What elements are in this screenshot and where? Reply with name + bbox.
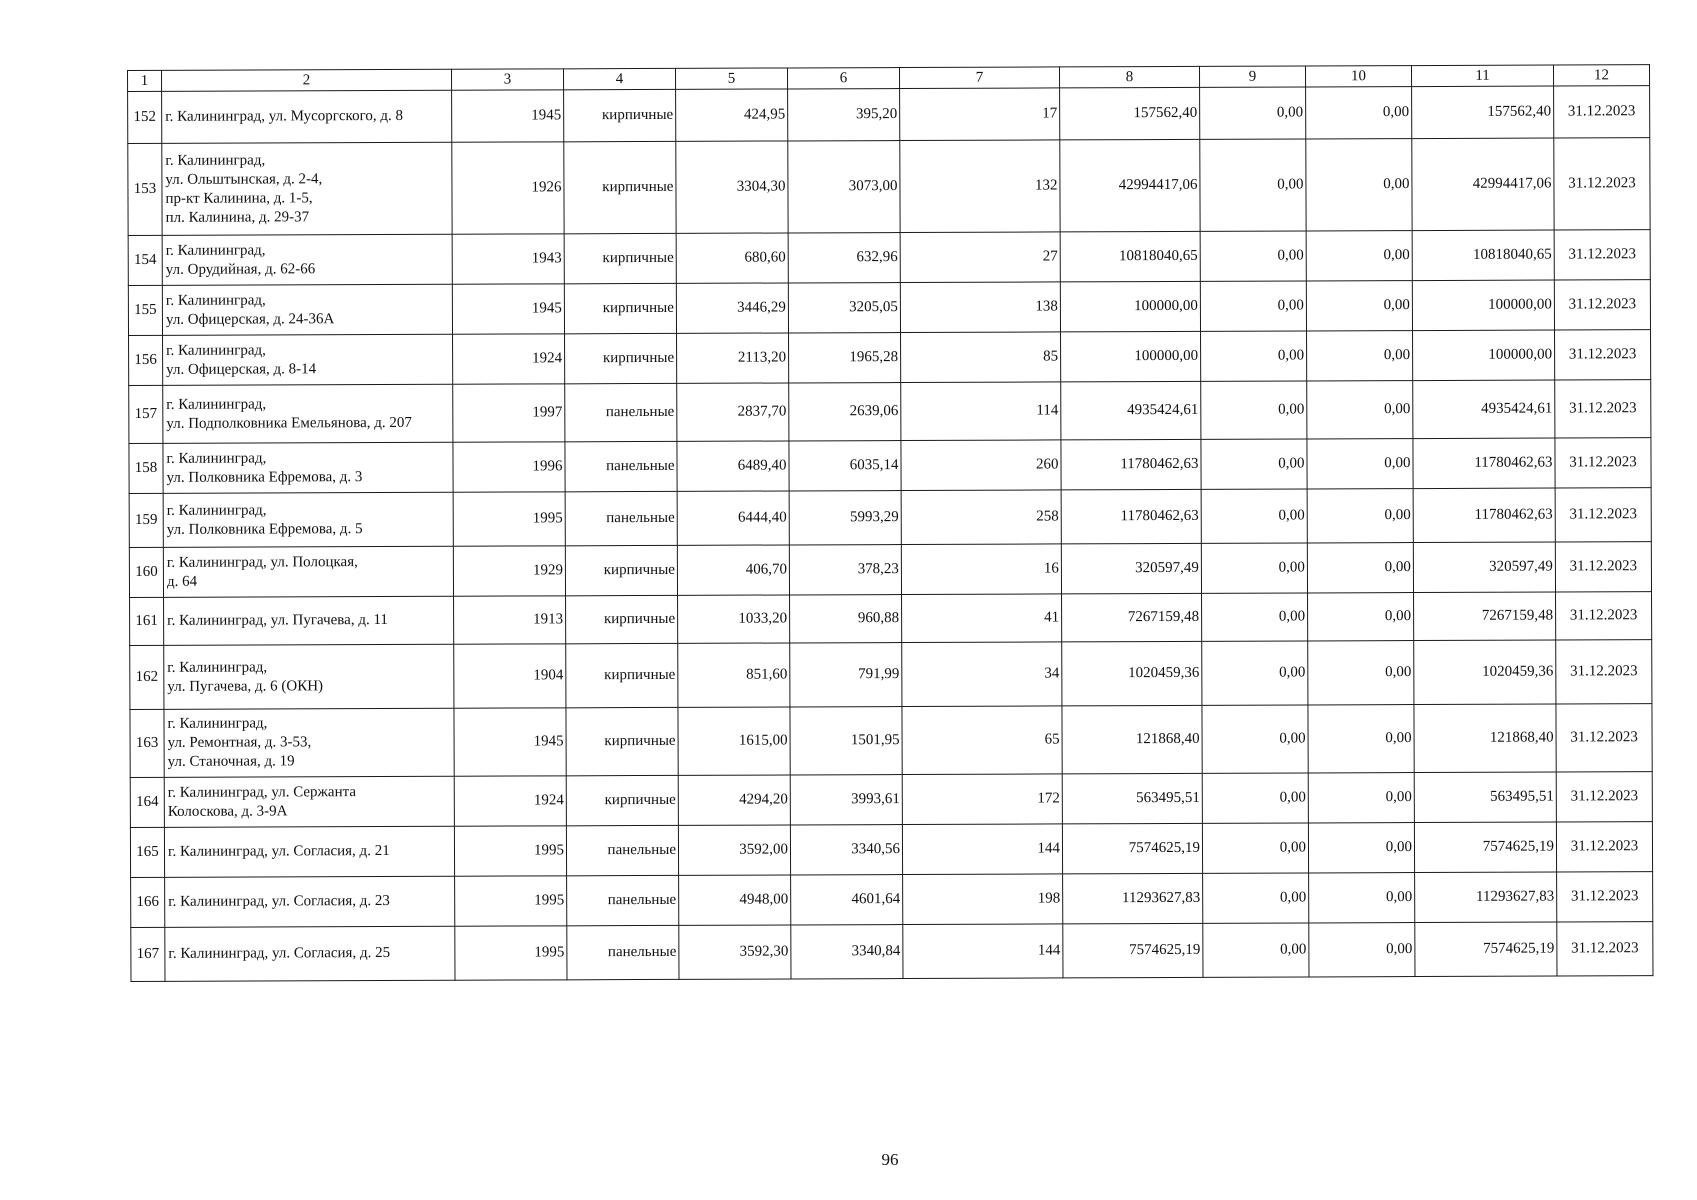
column-header: 6 [787, 68, 899, 89]
cell-year-built: 1943 [452, 234, 564, 284]
cell-col10: 0,00 [1306, 231, 1412, 281]
cell-total-area: 3446,29 [676, 283, 788, 333]
cell-year-built: 1996 [453, 442, 565, 492]
cell-address: г. Калининград, ул. Ремонтная, д. 3-53, ул. Станочная, д. 19 [164, 708, 454, 777]
cell-row-number: 162 [130, 645, 164, 709]
cell-date: 31.12.2023 [1554, 86, 1650, 138]
cell-col10: 0,00 [1308, 823, 1414, 873]
cell-total-area: 4948,00 [679, 875, 791, 925]
cell-col10: 0,00 [1307, 543, 1413, 593]
cell-date: 31.12.2023 [1555, 542, 1651, 592]
cell-col11: 7574625,19 [1414, 822, 1556, 873]
cell-wall-material: панельные [565, 491, 677, 545]
cell-col11: 10818040,65 [1412, 230, 1554, 281]
column-header: 5 [675, 68, 787, 89]
cell-residents: 17 [900, 88, 1060, 141]
cell-wall-material: кирпичные [564, 283, 676, 333]
table-row [129, 542, 1651, 598]
cell-col11: 157562,40 [1412, 86, 1554, 139]
cell-date: 31.12.2023 [1556, 822, 1652, 872]
cell-total-area: 1615,00 [678, 707, 790, 775]
cell-year-built: 1924 [453, 334, 565, 384]
cell-col10: 0,00 [1308, 705, 1414, 773]
cell-address: г. Калининград, ул. Подполковника Емельянова, д. 207 [163, 384, 453, 443]
cell-residents: 85 [901, 332, 1061, 383]
cell-residents: 198 [903, 874, 1063, 925]
cell-row-number: 161 [130, 597, 164, 645]
cell-row-number: 165 [130, 827, 164, 877]
cell-wall-material: кирпичные [564, 141, 676, 233]
cell-col11: 11293627,83 [1415, 872, 1557, 923]
cell-total-area: 2113,20 [677, 333, 789, 383]
cell-cost-total: 121868,40 [1062, 705, 1202, 774]
page-number: 96 [881, 1150, 899, 1169]
cell-living-area: 1965,28 [789, 333, 901, 383]
cell-total-area: 3592,30 [679, 925, 791, 979]
cell-address: г. Калининград, ул. Полковника Ефремова, д. 3 [163, 442, 453, 493]
cell-total-area: 851,60 [678, 643, 790, 707]
cell-year-built: 1995 [453, 492, 565, 546]
table-row [128, 138, 1650, 236]
cell-living-area: 3205,05 [788, 283, 900, 333]
cell-address: г. Калининград, ул. Ольштынская, д. 2-4, пр-кт Калинина, д. 1-5, пл. Калинина, д. 29-37 [162, 142, 452, 235]
cell-row-number: 152 [128, 91, 162, 143]
cell-address: г. Калининград, ул. Согласия, д. 25 [165, 926, 455, 981]
cell-row-number: 166 [131, 877, 165, 927]
column-header: 12 [1553, 65, 1649, 86]
cell-col9: 0,00 [1203, 873, 1309, 923]
cell-col11: 563495,51 [1414, 772, 1556, 823]
cell-row-number: 155 [128, 285, 162, 335]
cell-col10: 0,00 [1308, 593, 1414, 641]
cell-date: 31.12.2023 [1557, 872, 1653, 922]
table-row [131, 872, 1653, 928]
cell-total-area: 1033,20 [678, 595, 790, 643]
cell-row-number: 157 [129, 385, 163, 443]
cell-row-number: 163 [130, 709, 164, 777]
cell-col10: 0,00 [1307, 381, 1413, 439]
cell-col11: 7574625,19 [1415, 922, 1557, 977]
cell-row-number: 156 [129, 335, 163, 385]
cell-col9: 0,00 [1201, 381, 1307, 439]
cell-wall-material: панельные [565, 383, 677, 441]
cell-residents: 16 [901, 544, 1061, 595]
cell-col9: 0,00 [1201, 439, 1307, 489]
cell-date: 31.12.2023 [1555, 488, 1651, 542]
cell-address: г. Калининград, ул. Офицерская, д. 8-14 [163, 334, 453, 385]
column-header: 2 [162, 69, 452, 91]
cell-residents: 260 [901, 440, 1061, 491]
column-header: 11 [1411, 65, 1553, 87]
cell-total-area: 6444,40 [677, 491, 789, 545]
cell-col11: 7267159,48 [1414, 592, 1556, 641]
column-header: 9 [1199, 66, 1305, 87]
table-row [128, 280, 1650, 336]
cell-col10: 0,00 [1307, 439, 1413, 489]
cell-col9: 0,00 [1201, 489, 1307, 543]
cell-cost-total: 10818040,65 [1060, 231, 1200, 282]
cell-col9: 0,00 [1200, 281, 1306, 331]
cell-col11: 100000,00 [1412, 280, 1554, 331]
cell-col10: 0,00 [1306, 281, 1412, 331]
cell-total-area: 3592,00 [678, 825, 790, 875]
cell-residents: 138 [900, 282, 1060, 333]
cell-address: г. Калининград, ул. Пугачева, д. 6 (ОКН) [164, 644, 454, 709]
table-row [130, 592, 1652, 646]
cell-address: г. Калининград, ул. Офицерская, д. 24-36А [162, 284, 452, 335]
cell-cost-total: 100000,00 [1061, 331, 1201, 382]
cell-living-area: 6035,14 [789, 441, 901, 491]
column-header: 4 [563, 68, 675, 89]
cell-row-number: 167 [131, 927, 165, 981]
cell-living-area: 1501,95 [790, 707, 902, 775]
cell-year-built: 1995 [454, 826, 566, 876]
cell-residents: 34 [902, 642, 1062, 707]
cell-address: г. Калининград, ул. Мусоргского, д. 8 [162, 90, 452, 143]
cell-address: г. Калининград, ул. Согласия, д. 21 [164, 826, 454, 877]
cell-residents: 144 [902, 824, 1062, 875]
table-row [130, 772, 1652, 828]
cell-wall-material: панельные [565, 441, 677, 491]
cell-wall-material: панельные [567, 875, 679, 925]
column-header: 10 [1305, 66, 1411, 87]
cell-total-area: 424,95 [676, 89, 788, 141]
cell-year-built: 1904 [454, 644, 566, 708]
cell-row-number: 159 [129, 493, 163, 547]
cell-address: г. Калининград, ул. Полковника Ефремова, д. 5 [163, 492, 453, 547]
cell-date: 31.12.2023 [1554, 138, 1650, 230]
cell-col10: 0,00 [1308, 641, 1414, 705]
cell-date: 31.12.2023 [1556, 772, 1652, 822]
cell-cost-total: 7574625,19 [1062, 823, 1202, 874]
cell-date: 31.12.2023 [1555, 330, 1651, 380]
cell-col9: 0,00 [1200, 139, 1306, 231]
cell-living-area: 395,20 [788, 89, 900, 141]
cell-year-built: 1995 [455, 926, 567, 980]
cell-cost-total: 7574625,19 [1063, 923, 1203, 978]
table-body [128, 65, 1653, 982]
cell-wall-material: панельные [567, 925, 679, 979]
cell-cost-total: 563495,51 [1062, 773, 1202, 824]
cell-wall-material: кирпичные [564, 89, 676, 141]
table-row [129, 330, 1651, 386]
cell-living-area: 4601,64 [791, 875, 903, 925]
cell-col9: 0,00 [1200, 87, 1306, 139]
cell-col9: 0,00 [1202, 773, 1308, 823]
cell-living-area: 378,23 [789, 545, 901, 595]
column-header: 3 [451, 69, 563, 90]
cell-cost-total: 11780462,63 [1061, 489, 1201, 544]
cell-living-area: 632,96 [788, 233, 900, 283]
cell-col9: 0,00 [1201, 331, 1307, 381]
cell-col11: 100000,00 [1413, 330, 1555, 381]
cell-date: 31.12.2023 [1557, 922, 1653, 976]
table-row [129, 488, 1651, 548]
cell-residents: 114 [901, 382, 1061, 441]
cell-total-area: 4294,20 [678, 775, 790, 825]
housing-table [127, 64, 1653, 982]
cell-col11: 4935424,61 [1413, 380, 1555, 439]
cell-row-number: 164 [130, 777, 164, 827]
cell-date: 31.12.2023 [1554, 230, 1650, 280]
cell-living-area: 5993,29 [789, 491, 901, 545]
cell-year-built: 1913 [454, 596, 566, 644]
cell-col9: 0,00 [1203, 923, 1309, 977]
cell-col11: 121868,40 [1414, 704, 1556, 773]
cell-cost-total: 1020459,36 [1062, 641, 1202, 706]
cell-col9: 0,00 [1202, 823, 1308, 873]
cell-col9: 0,00 [1202, 705, 1308, 773]
cell-residents: 144 [903, 924, 1063, 979]
cell-residents: 258 [901, 490, 1061, 545]
table-row [129, 380, 1651, 444]
cell-date: 31.12.2023 [1555, 438, 1651, 488]
cell-cost-total: 7267159,48 [1062, 593, 1202, 642]
cell-living-area: 3340,84 [791, 925, 903, 979]
cell-date: 31.12.2023 [1556, 592, 1652, 640]
cell-year-built: 1926 [452, 142, 564, 234]
cell-date: 31.12.2023 [1554, 280, 1650, 330]
cell-col10: 0,00 [1308, 773, 1414, 823]
cell-living-area: 3073,00 [788, 141, 900, 233]
cell-date: 31.12.2023 [1556, 640, 1652, 704]
cell-cost-total: 100000,00 [1060, 281, 1200, 332]
cell-cost-total: 4935424,61 [1061, 381, 1201, 440]
cell-residents: 41 [902, 594, 1062, 643]
cell-living-area: 2639,06 [789, 383, 901, 441]
column-header: 8 [1059, 66, 1199, 88]
cell-cost-total: 320597,49 [1061, 543, 1201, 594]
table-row [129, 438, 1651, 494]
cell-col10: 0,00 [1306, 139, 1412, 231]
table-row [128, 230, 1650, 286]
cell-address: г. Калининград, ул. Сержанта Колоскова, д. 3-9А [164, 776, 454, 827]
cell-col10: 0,00 [1309, 873, 1415, 923]
cell-wall-material: кирпичные [564, 233, 676, 283]
cell-total-area: 6489,40 [677, 441, 789, 491]
cell-col9: 0,00 [1202, 641, 1308, 705]
cell-row-number: 160 [129, 547, 163, 597]
cell-wall-material: кирпичные [566, 775, 678, 825]
cell-col10: 0,00 [1307, 489, 1413, 543]
cell-year-built: 1924 [454, 776, 566, 826]
cell-living-area: 3993,61 [790, 775, 902, 825]
table-row [128, 86, 1650, 144]
cell-total-area: 3304,30 [676, 141, 788, 233]
cell-total-area: 406,70 [677, 545, 789, 595]
cell-year-built: 1945 [452, 284, 564, 334]
cell-year-built: 1929 [453, 546, 565, 596]
cell-col9: 0,00 [1201, 543, 1307, 593]
cell-living-area: 791,99 [790, 643, 902, 707]
table-row [130, 822, 1652, 878]
cell-address: г. Калининград, ул. Полоцкая, д. 64 [163, 546, 453, 597]
column-header: 7 [899, 67, 1059, 89]
table-row [130, 704, 1652, 778]
cell-address: г. Калининград, ул. Согласия, д. 23 [165, 876, 455, 927]
cell-residents: 172 [902, 774, 1062, 825]
cell-col11: 320597,49 [1413, 542, 1555, 593]
cell-cost-total: 11780462,63 [1061, 439, 1201, 490]
cell-cost-total: 42994417,06 [1060, 139, 1200, 232]
cell-row-number: 153 [128, 143, 162, 235]
cell-residents: 132 [900, 140, 1060, 233]
cell-wall-material: кирпичные [565, 545, 677, 595]
cell-wall-material: кирпичные [565, 333, 677, 383]
cell-total-area: 2837,70 [677, 383, 789, 441]
cell-col11: 42994417,06 [1412, 138, 1554, 231]
cell-date: 31.12.2023 [1556, 704, 1652, 772]
cell-year-built: 1995 [455, 876, 567, 926]
cell-year-built: 1945 [452, 90, 564, 142]
cell-year-built: 1997 [453, 384, 565, 442]
cell-total-area: 680,60 [676, 233, 788, 283]
cell-col10: 0,00 [1306, 87, 1412, 139]
cell-col9: 0,00 [1200, 231, 1306, 281]
cell-wall-material: панельные [566, 825, 678, 875]
cell-col9: 0,00 [1202, 593, 1308, 641]
column-header: 1 [128, 70, 162, 91]
cell-col11: 1020459,36 [1414, 640, 1556, 705]
cell-living-area: 3340,56 [790, 825, 902, 875]
table-row [130, 640, 1652, 710]
cell-row-number: 154 [128, 235, 162, 285]
cell-address: г. Калининград, ул. Пугачева, д. 11 [164, 596, 454, 645]
cell-col11: 11780462,63 [1413, 438, 1555, 489]
cell-wall-material: кирпичные [566, 595, 678, 643]
cell-row-number: 158 [129, 443, 163, 493]
cell-col11: 11780462,63 [1413, 488, 1555, 543]
cell-residents: 27 [900, 232, 1060, 283]
cell-residents: 65 [902, 706, 1062, 775]
cell-cost-total: 11293627,83 [1063, 873, 1203, 924]
cell-col10: 0,00 [1307, 331, 1413, 381]
cell-col10: 0,00 [1309, 923, 1415, 977]
cell-wall-material: кирпичные [566, 643, 678, 707]
cell-cost-total: 157562,40 [1060, 87, 1200, 140]
cell-living-area: 960,88 [790, 595, 902, 643]
cell-wall-material: кирпичные [566, 707, 678, 775]
table-row [131, 922, 1653, 982]
cell-date: 31.12.2023 [1555, 380, 1651, 438]
cell-year-built: 1945 [454, 708, 566, 776]
cell-address: г. Калининград, ул. Орудийная, д. 62-66 [162, 234, 452, 285]
